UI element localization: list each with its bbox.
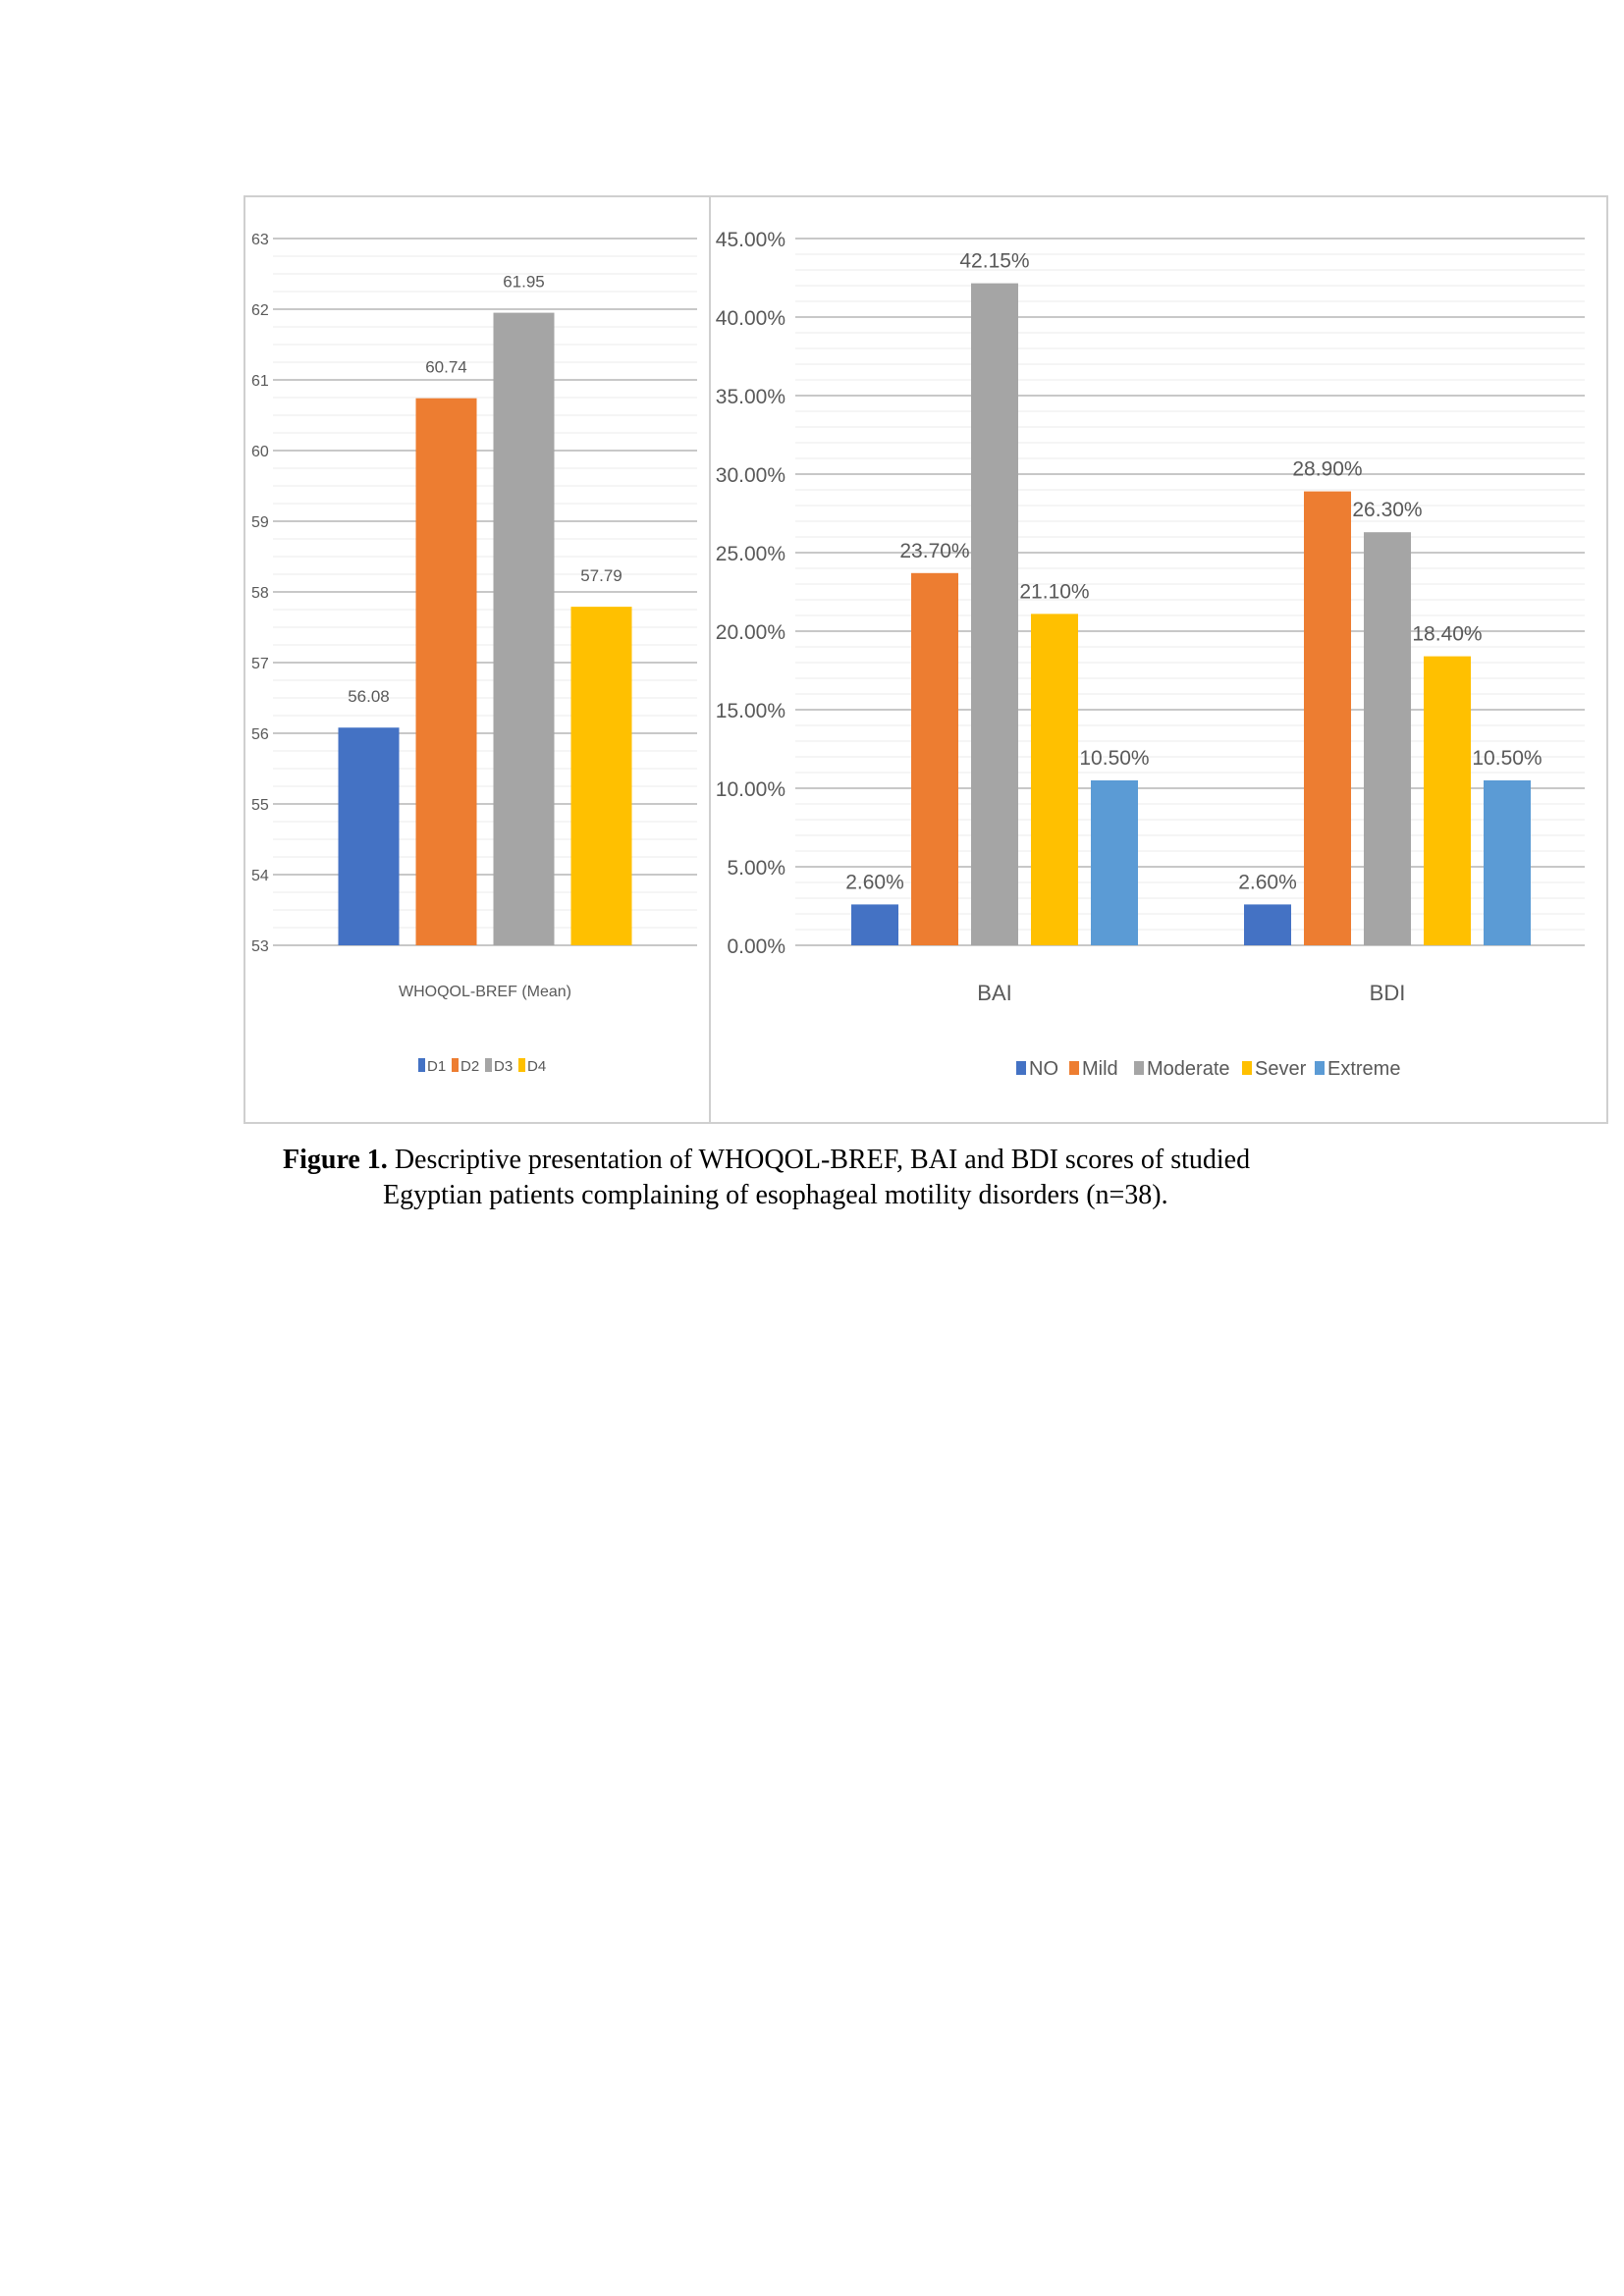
legend-swatch-moderate	[1134, 1061, 1144, 1075]
y-tick-label: 55	[251, 797, 269, 814]
y-tick-label: 54	[251, 868, 269, 884]
y-tick-label: 30.00%	[715, 464, 785, 487]
bar-bdi-extreme	[1484, 780, 1531, 945]
legend-swatch-d1	[418, 1058, 425, 1072]
legend-swatch-sever	[1242, 1061, 1252, 1075]
legend-label-mild: Mild	[1082, 1058, 1118, 1080]
bar-d2	[416, 399, 477, 945]
data-label-bdi-no: 2.60%	[1238, 871, 1297, 894]
caption-line-1	[283, 1143, 1402, 1178]
legend-label-no: NO	[1029, 1058, 1058, 1080]
legend-label-d4: D4	[527, 1058, 547, 1075]
data-label-d1: 56.08	[348, 687, 390, 707]
data-label-bai-no: 2.60%	[845, 871, 904, 894]
bar-d4	[571, 607, 632, 945]
y-tick-label: 20.00%	[715, 621, 785, 644]
caption-label: Figure 1.	[283, 1145, 388, 1175]
data-label-bdi-moderate: 26.30%	[1352, 499, 1423, 522]
y-tick-label: 0.00%	[727, 935, 785, 958]
legend-swatch-mild	[1069, 1061, 1079, 1075]
data-label-bai-extreme: 10.50%	[1079, 747, 1150, 770]
x-category-label-bdi: BDI	[1369, 981, 1406, 1005]
y-tick-label: 5.00%	[727, 857, 785, 880]
data-label-bai-sever: 21.10%	[1019, 580, 1090, 604]
legend-swatch-d2	[452, 1058, 459, 1072]
figure-caption	[283, 1143, 1402, 1213]
y-tick-label: 45.00%	[715, 229, 785, 251]
y-tick-label: 61	[251, 373, 269, 390]
bar-bdi-moderate	[1364, 532, 1411, 945]
data-label-bai-mild: 23.70%	[899, 539, 970, 562]
y-tick-label: 15.00%	[715, 700, 785, 722]
bar-bai-mild	[911, 573, 958, 945]
legend-label-moderate: Moderate	[1147, 1058, 1230, 1080]
data-label-bai-moderate: 42.15%	[959, 249, 1030, 273]
whoqol-chart-panel	[245, 197, 711, 1122]
bar-bdi-mild	[1304, 492, 1351, 945]
caption-text-1: Descriptive presentation of WHOQOL-BREF, BAI and BDI scores of studied	[394, 1145, 1251, 1175]
legend-swatch-d4	[518, 1058, 525, 1072]
data-label-bdi-sever: 18.40%	[1412, 622, 1483, 646]
bai-bdi-chart-panel	[711, 197, 1606, 1122]
bai-bdi-bar-chart	[711, 197, 1606, 1122]
y-tick-label: 35.00%	[715, 386, 785, 408]
y-tick-label: 25.00%	[715, 543, 785, 565]
y-tick-label: 59	[251, 514, 269, 531]
y-tick-label: 58	[251, 585, 269, 602]
legend-label-d2: D2	[460, 1058, 480, 1075]
data-label-d4: 57.79	[580, 566, 623, 586]
legend-swatch-extreme	[1315, 1061, 1325, 1075]
bar-bdi-no	[1244, 904, 1291, 945]
whoqol-bar-chart	[245, 197, 709, 1122]
bar-d3	[494, 313, 555, 945]
x-category-label-bai: BAI	[977, 981, 1012, 1005]
x-category-label: WHOQOL-BREF (Mean)	[398, 984, 572, 1000]
y-tick-label: 56	[251, 726, 269, 743]
data-label-d3: 61.95	[503, 272, 545, 292]
legend-label-extreme: Extreme	[1327, 1058, 1401, 1080]
legend-label-sever: Sever	[1255, 1058, 1307, 1080]
legend-label-d1: D1	[427, 1058, 447, 1075]
caption-line-2: Egyptian patients complaining of esophageal motility disorders (n=38).	[383, 1180, 1168, 1210]
data-label-d2: 60.74	[425, 357, 467, 377]
y-tick-label: 10.00%	[715, 778, 785, 801]
y-tick-label: 62	[251, 302, 269, 319]
bar-bai-extreme	[1091, 780, 1138, 945]
legend-swatch-d3	[485, 1058, 492, 1072]
legend-swatch-no	[1016, 1061, 1026, 1075]
bar-bai-moderate	[971, 284, 1018, 945]
bar-d1	[339, 727, 400, 945]
y-tick-label: 63	[251, 232, 269, 248]
y-tick-label: 60	[251, 444, 269, 460]
figure-frame	[244, 195, 1608, 1124]
data-label-bdi-mild: 28.90%	[1292, 457, 1363, 481]
data-label-bdi-extreme: 10.50%	[1472, 747, 1543, 770]
bar-bdi-sever	[1424, 657, 1471, 945]
bar-bai-no	[851, 904, 898, 945]
y-tick-label: 53	[251, 938, 269, 955]
bar-bai-sever	[1031, 614, 1078, 945]
y-tick-label: 40.00%	[715, 307, 785, 330]
legend-label-d3: D3	[494, 1058, 514, 1075]
y-tick-label: 57	[251, 656, 269, 672]
